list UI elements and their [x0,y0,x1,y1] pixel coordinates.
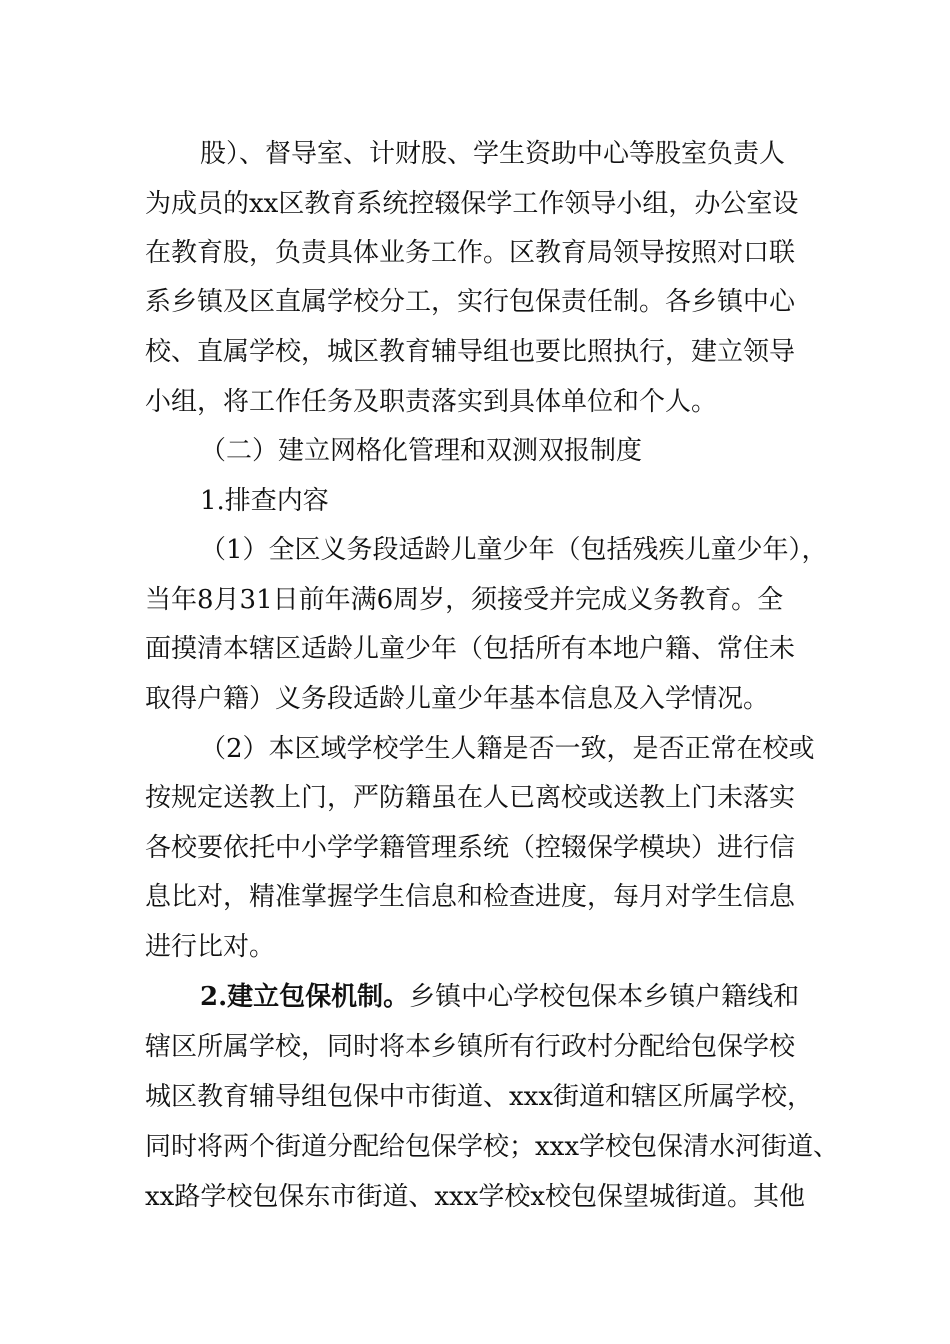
paragraph-line-9: 面摸清本辖区适龄儿童少年（包括所有本地户籍、常住未 [145,634,796,664]
paragraph-line-1: 股）、督导室、计财股、学生资助中心等股室负责人 [200,139,786,169]
paragraph-line-8: 当年8月31日前年满6周岁，须接受并完成义务教育。全 [145,585,784,615]
paragraph-line-17: 辖区所属学校，同时将本乡镇所有行政村分配给包保学校 [145,1032,796,1062]
paragraph-line-3: 在教育股，负责具体业务工作。区教育局领导按照对口联 [145,238,796,268]
paragraph-line-7: （1）全区义务段适龄儿童少年（包括残疾儿童少年）， [200,535,828,565]
paragraph-line-2: 为成员的xx区教育系统控辍保学工作领导小组，办公室设 [145,189,799,219]
paragraph-line-4: 系乡镇及区直属学校分工，实行包保责任制。各乡镇中心 [145,287,796,317]
paragraph-line-5: 校、直属学校，城区教育辅导组也要比照执行，建立领导 [145,337,796,367]
paragraph-line-16 [200,980,950,1014]
paragraph-line-16-text: 乡镇中心学校包保本乡镇户籍线和 [409,982,800,1012]
paragraph-line-11: （2）本区域学校学生人籍是否一致，是否正常在校或 [200,734,815,764]
section-heading: （二）建立网格化管理和双测双报制度 [200,436,643,466]
paragraph-line-10: 取得户籍）义务段适龄儿童少年基本信息及入学情况。 [145,684,770,714]
paragraph-line-13: 各校要依托中小学学籍管理系统（控辍保学模块）进行信 [145,833,796,863]
paragraph-line-20: xx路学校包保东市街道、xxx学校x校包保望城街道。其他 [145,1182,805,1212]
bold-heading-baobao: 2.建立包保机制。 [200,982,410,1012]
paragraph-line-15: 进行比对。 [145,932,276,962]
paragraph-line-6: 小组，将工作任务及职责落实到具体单位和个人。 [145,387,718,417]
paragraph-line-14: 息比对，精准掌握学生信息和检查进度，每月对学生信息 [145,882,796,912]
subheading-check-content: 1.排查内容 [200,486,329,516]
paragraph-line-18: 城区教育辅导组包保中市街道、xxx街道和辖区所属学校， [145,1082,813,1112]
paragraph-line-12: 按规定送教上门，严防籍虽在人已离校或送教上门未落实 [145,783,796,813]
paragraph-line-19: 同时将两个街道分配给包保学校；xxx学校包保清水河街道、 [145,1132,839,1162]
